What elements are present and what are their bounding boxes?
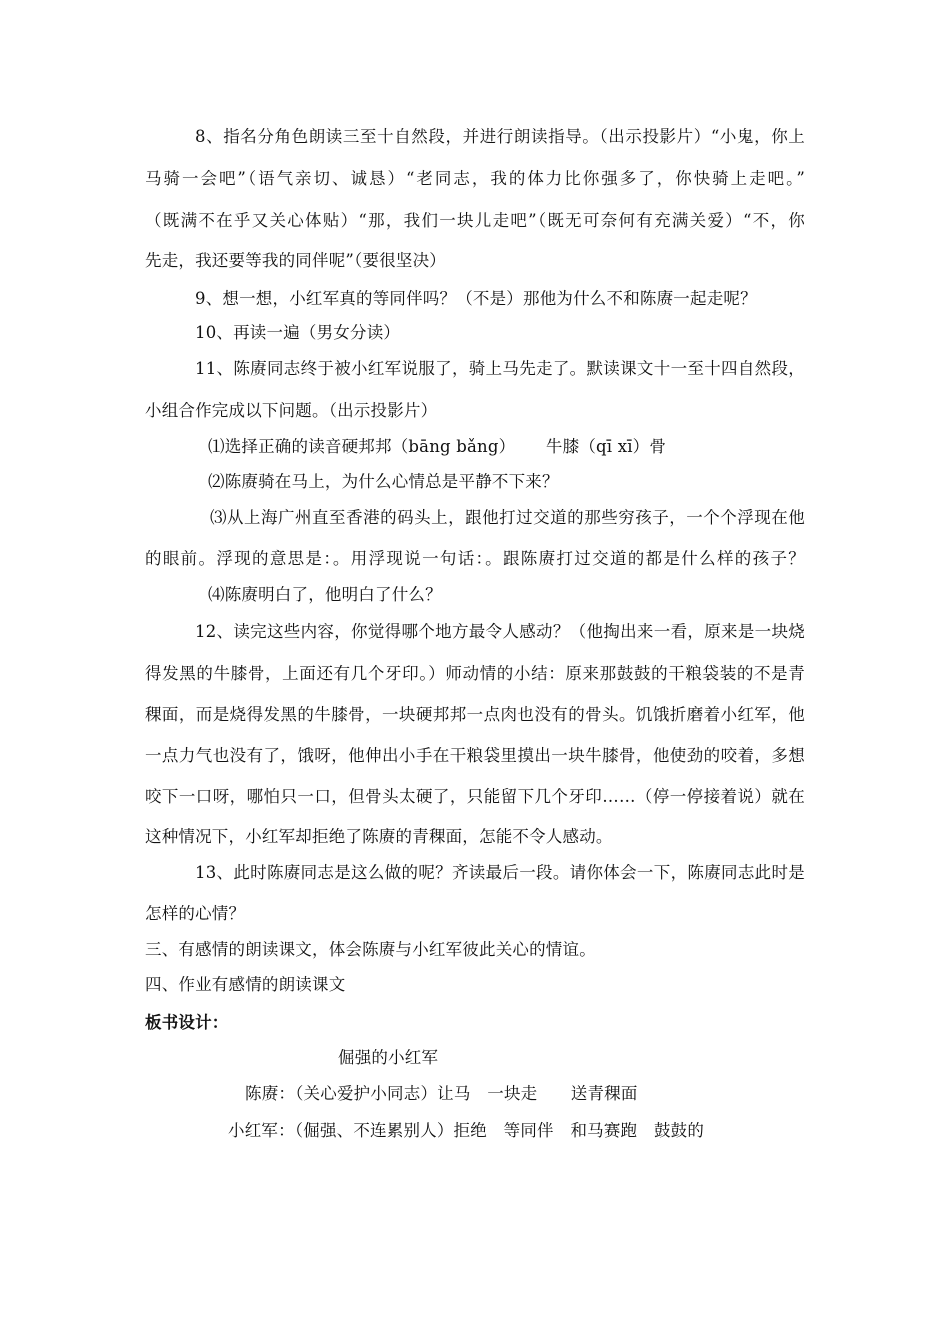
paragraph-12-line-2: 得发黑的牛膝骨，上面还有几个牙印。）师动情的小结：原来那鼓鼓的干粮袋装的不是青 (145, 664, 805, 683)
paragraph-8-line-3: （既满不在乎又关心体贴）“那，我们一块儿走吧”（既无可奈何有充满关爱）“不，你 (145, 211, 805, 230)
section-3: 三、有感情的朗读课文，体会陈赓与小红军彼此关心的情谊。 (145, 940, 596, 959)
paragraph-8-line-1: 8、指名分角色朗读三至十自然段，并进行朗读指导。（出示投影片）“小鬼，你上 (195, 127, 805, 146)
question-3-line-1: ⑶从上海广州直至香港的码头上，跟他打过交道的那些穷孩子，一个个浮现在他 (210, 508, 805, 527)
board-title: 倔强的小红军 (338, 1048, 439, 1067)
question-2: ⑵陈赓骑在马上，为什么心情总是平静不下来？ (208, 472, 559, 491)
question-1: ⑴选择正确的读音硬邦邦（bāng bǎng） 牛膝（qī xī）骨 (208, 437, 667, 456)
paragraph-11-line-2: 小组合作完成以下问题。（出示投影片） (145, 401, 438, 420)
paragraph-10: 10、再读一遍（男女分读） (195, 323, 401, 342)
board-row-little-red-army: 小红军：（倔强、不连累别人）拒绝 等同伴 和马赛跑 鼓鼓的 (228, 1121, 705, 1140)
question-4: ⑷陈赓明白了，他明白了什么？ (208, 585, 442, 604)
paragraph-8-line-4: 先走，我还要等我的同伴呢”（要很坚决） (145, 251, 446, 270)
board-row-chen-geng: 陈赓：（关心爱护小同志）让马 一块走 送青稞面 (245, 1084, 638, 1103)
paragraph-12-line-3: 稞面，而是烧得发黑的牛膝骨，一块硬邦邦一点肉也没有的骨头。饥饿折磨着小红军，他 (145, 705, 805, 724)
paragraph-12-line-5: 咬下一口呀，哪怕只一口，但骨头太硬了，只能留下几个牙印……（停一停接着说）就在 (145, 787, 805, 806)
board-design-heading: 板书设计： (145, 1013, 229, 1032)
paragraph-9: 9、想一想，小红军真的等同伴吗？（不是）那他为什么不和陈赓一起走呢？ (195, 289, 757, 308)
paragraph-13-line-1: 13、此时陈赓同志是这么做的呢？齐读最后一段。请你体会一下，陈赓同志此时是 (195, 863, 805, 882)
paragraph-13-line-2: 怎样的心情？ (145, 904, 246, 923)
paragraph-11-line-1: 11、陈赓同志终于被小红军说服了，骑上马先走了。默读课文十一至十四自然段， (195, 359, 805, 378)
paragraph-12-line-6: 这种情况下，小红军却拒绝了陈赓的青稞面，怎能不令人感动。 (145, 827, 613, 846)
section-4: 四、作业有感情的朗读课文 (145, 975, 346, 994)
paragraph-12-line-1: 12、读完这些内容，你觉得哪个地方最令人感动？（他掏出来一看，原来是一块烧 (195, 622, 805, 641)
question-3-line-2: 的眼前。浮现的意思是：。用浮现说一句话：。跟陈赓打过交道的都是什么样的孩子？ (145, 549, 805, 568)
paragraph-8-line-2: 马骑一会吧”（语气亲切、诚恳）“老同志，我的体力比你强多了，你快骑上走吧。” (145, 169, 805, 188)
paragraph-12-line-4: 一点力气也没有了，饿呀，他伸出小手在干粮袋里摸出一块牛膝骨，他使劲的咬着，多想 (145, 746, 805, 765)
